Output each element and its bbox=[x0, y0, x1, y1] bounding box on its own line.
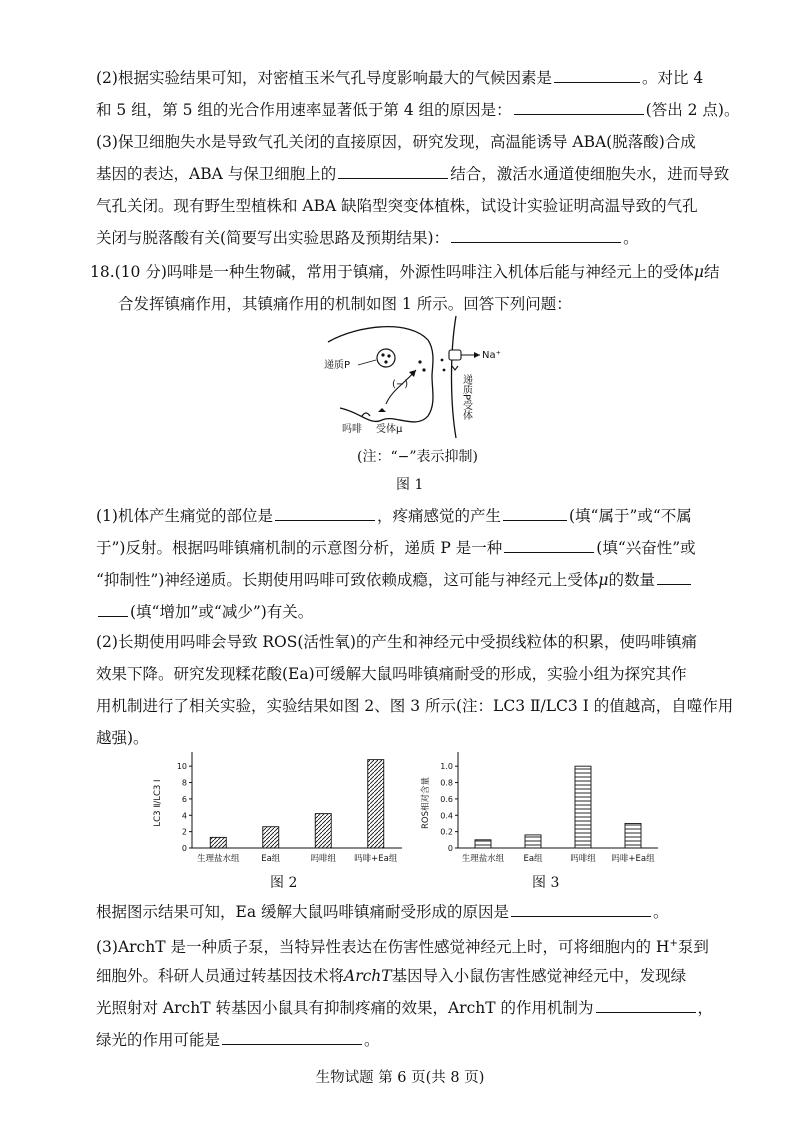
y-tick-label: 0.2 bbox=[440, 827, 453, 837]
sub2-line1: (2)长期使用吗啡会导致 ROS(活性氧)的产生和神经元中受损线粒体的积累，使吗啡镇痛 bbox=[96, 633, 697, 651]
answer-blank[interactable] bbox=[275, 506, 375, 521]
sub3-line1: (3)ArchT 是一种质子泵，当特异性表达在伤害性感觉神经元上时，可将细胞内的 H+泵到 bbox=[96, 938, 709, 957]
bar bbox=[368, 760, 384, 848]
bar bbox=[575, 766, 591, 848]
q17-part3-line2: 基因的表达，ABA 与保卫细胞上的 结合，激活水通道使细胞失水，进而导致 bbox=[96, 165, 730, 183]
y-tick-label: 8 bbox=[181, 778, 187, 788]
figure1-diagram bbox=[320, 312, 520, 442]
y-tick-label: 0 bbox=[447, 844, 453, 853]
vesicle bbox=[377, 349, 395, 367]
label-receptor-p: 递质P受体 bbox=[460, 374, 472, 421]
x-tick-label: Ea组 bbox=[523, 854, 543, 864]
sub2-line5: 根据图示结果可知，Ea 缓解大鼠吗啡镇痛耐受形成的原因是 。 bbox=[96, 903, 669, 921]
postsynaptic-membrane bbox=[452, 316, 457, 438]
figure1-caption: 图 1 bbox=[396, 477, 424, 493]
figure1-note: (注：“−”表示抑制) bbox=[357, 449, 478, 465]
answer-blank[interactable] bbox=[503, 506, 567, 521]
sub1-line1: (1)机体产生痛觉的部位是 ，疼痛感觉的产生 (填“属于”或“不属 bbox=[96, 507, 692, 525]
answer-blank[interactable] bbox=[504, 538, 594, 553]
bar bbox=[263, 827, 279, 848]
sub3-line4: 绿光的作用可能是 。 bbox=[96, 1031, 380, 1049]
sub3-line3: 光照射对 ArchT 转基因小鼠具有抑制疼痛的效果，ArchT 的作用机制为 ， bbox=[96, 999, 714, 1017]
x-tick-label: Ea组 bbox=[261, 854, 281, 864]
x-tick-label: 吗啡组 bbox=[310, 854, 337, 864]
y-tick-label: 0.8 bbox=[440, 778, 453, 788]
answer-blank[interactable] bbox=[222, 1030, 362, 1045]
x-tick-label: 生理盐水组 bbox=[196, 854, 240, 864]
na-channel bbox=[449, 350, 461, 360]
sub3-line2: 细胞外。科研人员通过转基因技术将ArchT基因导入小鼠伤害性感觉神经元中，发现绿 bbox=[96, 967, 687, 985]
answer-blank[interactable] bbox=[451, 228, 621, 243]
q18-line2: 合发挥镇痛作用，其镇痛作用的机制如图 1 所示。回答下列问题： bbox=[118, 295, 572, 313]
label-morphine: 吗啡 bbox=[342, 424, 362, 435]
sub1-line3: “抑制性”)神经递质。长期使用吗啡可致依赖成瘾，这可能与神经元上受体μ的数量 bbox=[96, 570, 693, 590]
y-tick-label: 10 bbox=[176, 762, 187, 772]
label-inhibit: (−) bbox=[392, 379, 409, 390]
y-axis-label: ROS相对含量 bbox=[421, 777, 431, 829]
bar bbox=[625, 823, 641, 848]
bar bbox=[210, 837, 226, 848]
label-transmitter-p: 递质P bbox=[324, 360, 351, 371]
x-tick-label: 生理盐水组 bbox=[461, 854, 505, 864]
presynaptic-membrane bbox=[328, 327, 433, 422]
answer-blank[interactable] bbox=[657, 570, 691, 585]
figure2-bar-chart bbox=[150, 748, 410, 878]
q18-line1: 18.(10 分)吗啡是一种生物碱，常用于镇痛，外源性吗啡注入机体后能与神经元上的受体μ结 bbox=[90, 263, 720, 281]
y-tick-label: 6 bbox=[181, 794, 187, 804]
sub1-line2: 于”)反射。根据吗啡镇痛机制的示意图分析，递质 P 是一种 (填“兴奋性”或 bbox=[96, 539, 696, 557]
sub1-line4: (填“增加”或“减少”)有关。 bbox=[96, 602, 313, 622]
answer-blank[interactable] bbox=[338, 164, 448, 179]
q17-part3-line3: 气孔关闭。现有野生型植株和 ABA 缺陷型突变体植株，试设计实验证明高温导致的气孔 bbox=[96, 197, 698, 215]
page-footer: 生物试题 第 6 页(共 8 页) bbox=[315, 1070, 485, 1086]
figure2-caption: 图 2 bbox=[270, 875, 298, 891]
sub2-line3: 用机制进行了相关实验，实验结果如图 2、图 3 所示(注：LC3 Ⅱ/LC3 Ⅰ 的值越高，自噬作用 bbox=[96, 697, 734, 715]
answer-blank[interactable] bbox=[554, 68, 640, 83]
x-tick-label: 吗啡+Ea组 bbox=[611, 854, 655, 864]
answer-blank[interactable] bbox=[596, 998, 696, 1013]
y-tick-label: 4 bbox=[181, 811, 187, 821]
figure3-caption: 图 3 bbox=[532, 875, 560, 891]
bar bbox=[315, 814, 331, 848]
y-tick-label: 1.0 bbox=[440, 762, 453, 772]
sub2-line4: 越强)。 bbox=[96, 729, 149, 747]
y-tick-label: 2 bbox=[181, 827, 187, 837]
q17-part2-line1: (2)根据实验结果可知，对密植玉米气孔导度影响最大的气候因素是 。对比 4 bbox=[96, 69, 704, 87]
y-tick-label: 0.4 bbox=[440, 811, 453, 821]
y-tick-label: 0.6 bbox=[440, 794, 453, 804]
label-na: Na⁺ bbox=[482, 350, 501, 361]
answer-blank[interactable] bbox=[514, 100, 644, 115]
morphine-molecule bbox=[362, 413, 370, 416]
sub2-line2: 效果下降。研究发现糅花酸(Ea)可缓解大鼠吗啡镇痛耐受的形成，实验小组为探究其作 bbox=[96, 665, 687, 683]
y-tick-label: 0 bbox=[181, 844, 187, 853]
y-axis-label: LC3 Ⅱ/LC3 Ⅰ bbox=[153, 779, 163, 827]
answer-blank[interactable] bbox=[511, 902, 651, 917]
figure3-bar-chart bbox=[418, 748, 668, 878]
bar bbox=[475, 840, 491, 848]
label-receptor-mu: 受体μ bbox=[376, 424, 403, 435]
x-tick-label: 吗啡组 bbox=[570, 854, 596, 864]
q17-part3-line4: 关闭与脱落酸有关(简要写出实验思路及预期结果)： 。 bbox=[96, 229, 639, 247]
receptor-mu bbox=[378, 408, 386, 412]
answer-blank[interactable] bbox=[98, 602, 128, 617]
q17-part2-line2: 和 5 组，第 5 组的光合作用速率显著低于第 4 组的原因是： (答出 2 点)。 bbox=[96, 101, 740, 119]
x-tick-label: 吗啡+Ea组 bbox=[354, 854, 398, 864]
q17-part3-line1: (3)保卫细胞失水是导致气孔关闭的直接原因，研究发现，高温能诱导 ABA(脱落酸)合成 bbox=[96, 133, 696, 151]
bar bbox=[525, 835, 541, 848]
